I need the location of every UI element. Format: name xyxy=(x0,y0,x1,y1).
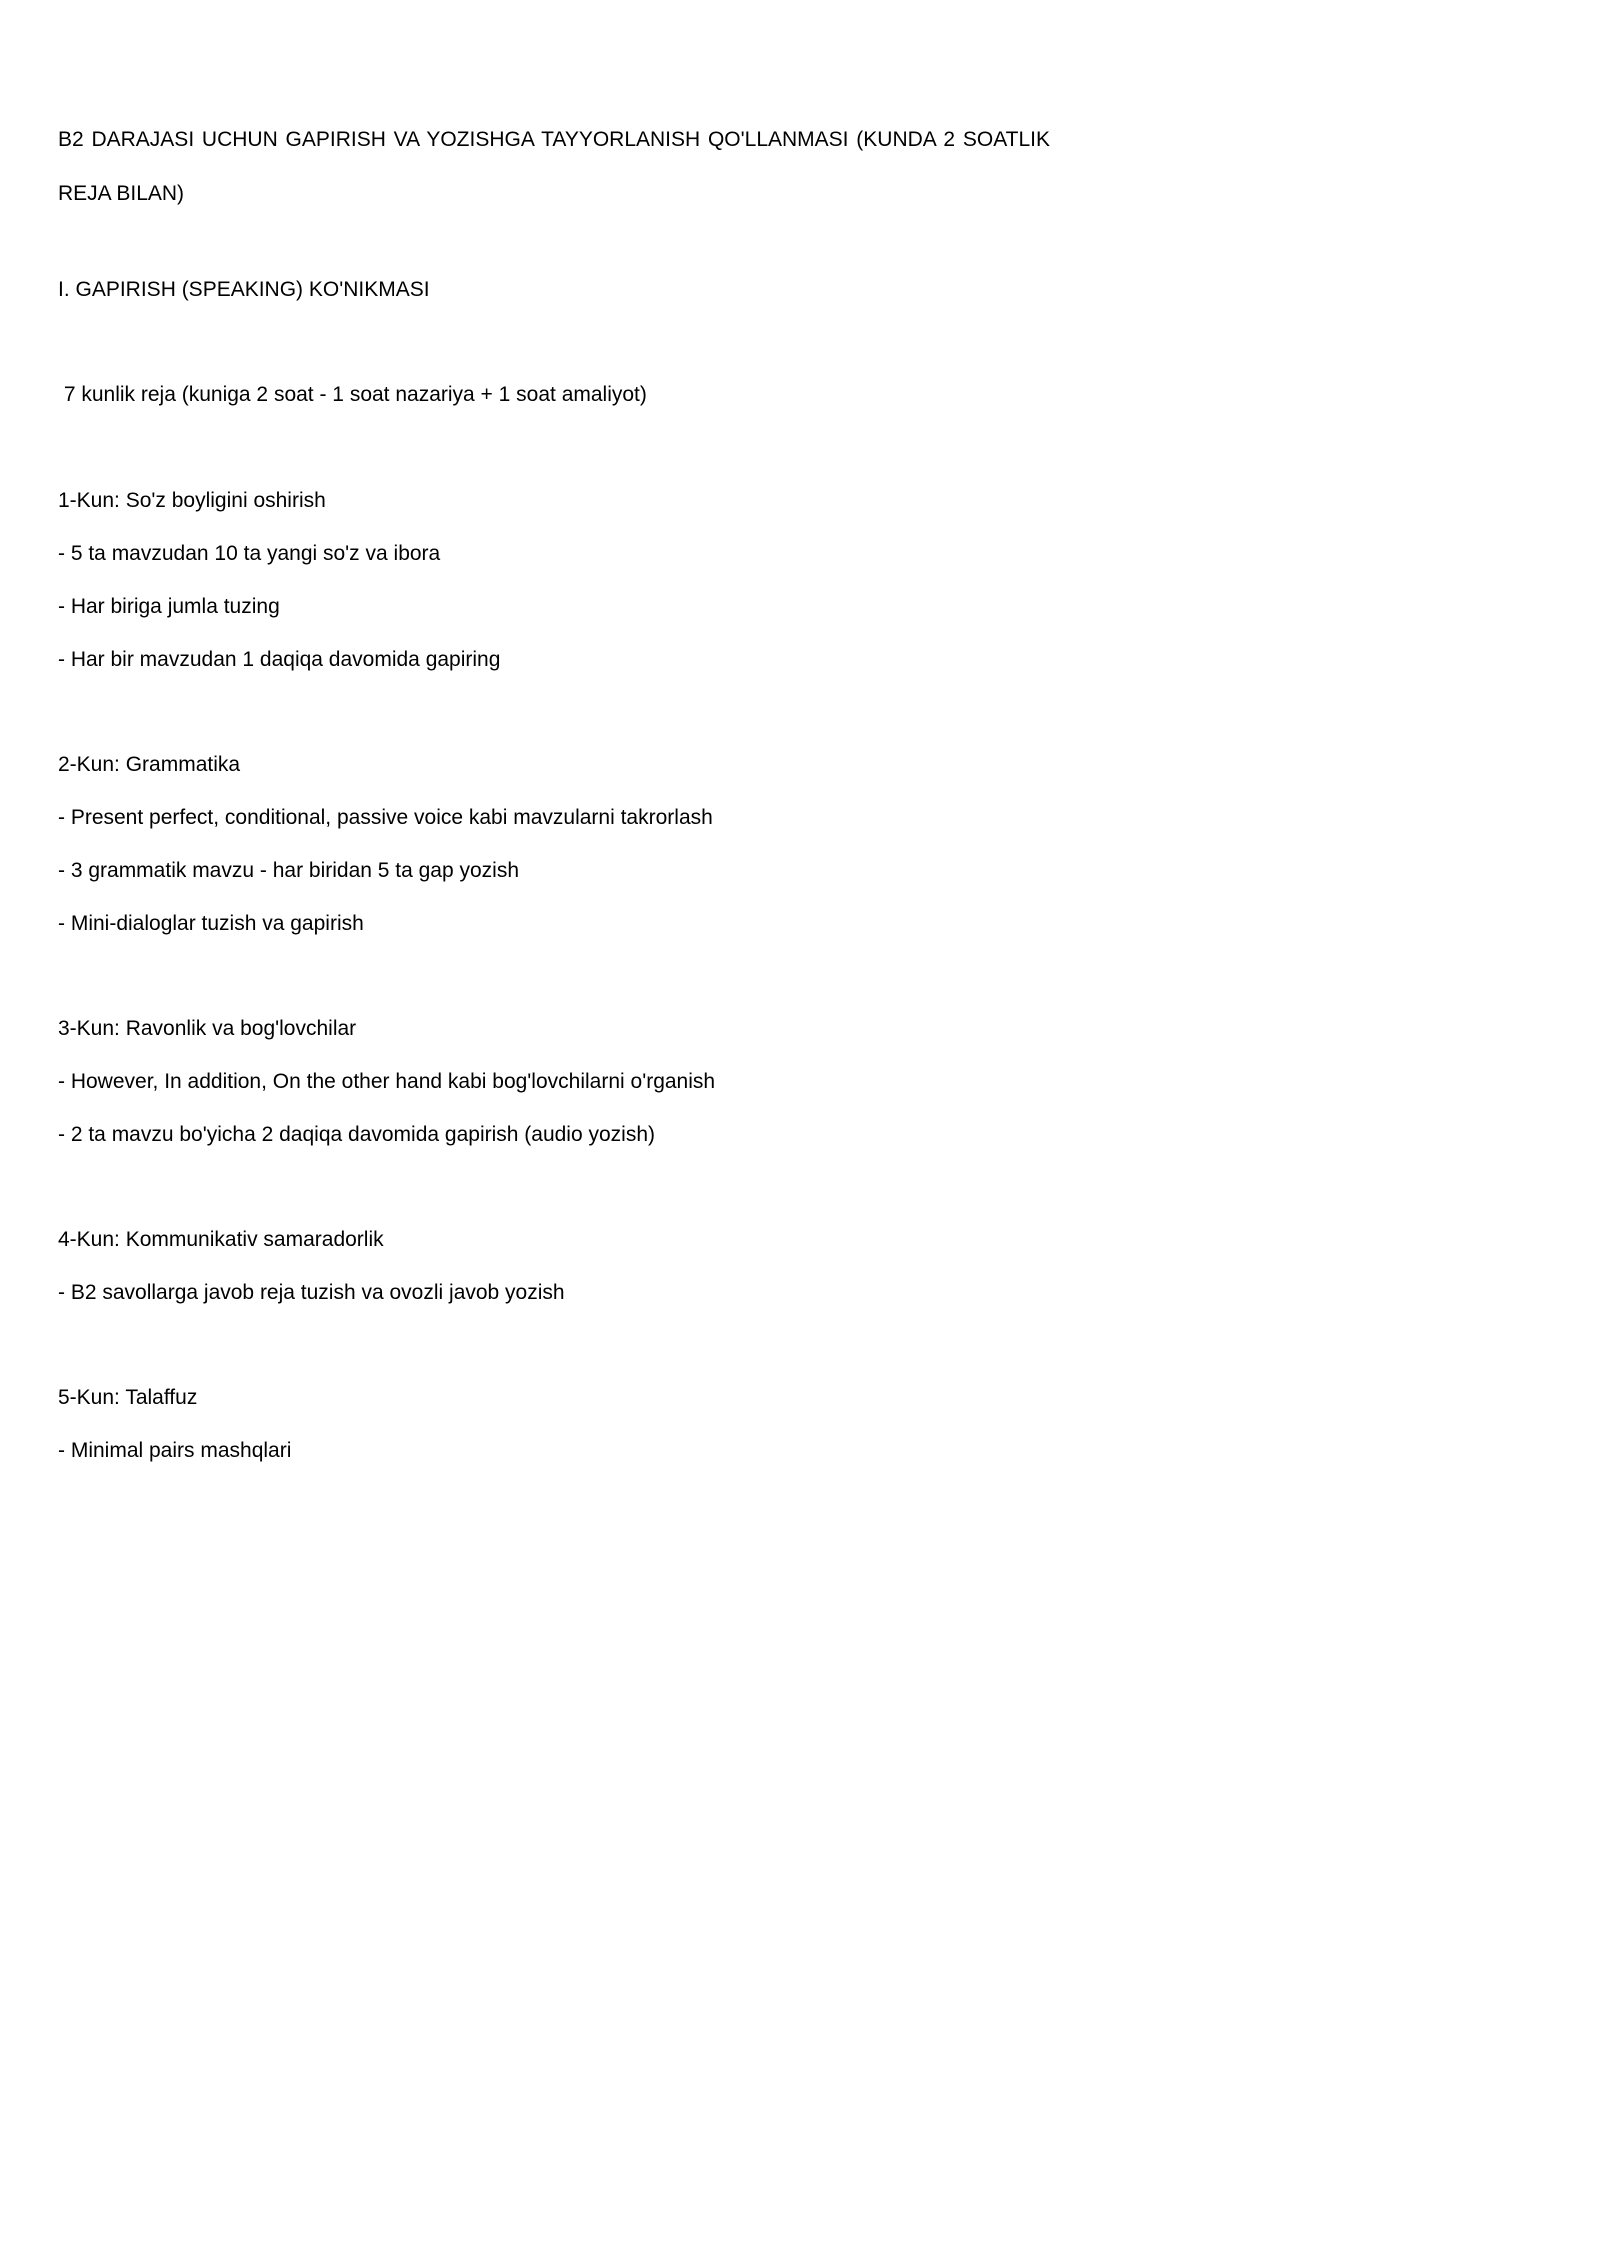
day-3-item-1: - However, In addition, On the other hand kabi bog'lovchilarni o'rganish xyxy=(58,1070,716,1093)
day-2-item-2: - 3 grammatik mavzu - har biridan 5 ta gap yozish xyxy=(58,859,520,882)
day-1-item-1: - 5 ta mavzudan 10 ta yangi so'z va ibora xyxy=(58,542,441,565)
document-page xyxy=(0,0,1100,1556)
day-5-heading: 5-Kun: Talaffuz xyxy=(58,1386,198,1409)
day-4-heading: 4-Kun: Kommunikativ samaradorlik xyxy=(58,1228,384,1251)
day-3-heading: 3-Kun: Ravonlik va bog'lovchilar xyxy=(58,1017,357,1040)
section-heading: I. GAPIRISH (SPEAKING) KO'NIKMASI xyxy=(58,278,430,301)
day-2-item-1: - Present perfect, conditional, passive voice kabi mavzularni takrorlash xyxy=(58,806,713,829)
day-1-heading: 1-Kun: So'z boyligini oshirish xyxy=(58,489,326,512)
document-title: B2 DARAJASI UCHUN GAPIRISH VA YOZISHGA TAYYORLANISH QO'LLANMASI (KUNDA 2 SOATLIK REJA BILAN) xyxy=(58,128,1050,205)
day-4-item-1: - B2 savollarga javob reja tuzish va ovozli javob yozish xyxy=(58,1281,565,1304)
day-1-item-3: - Har bir mavzudan 1 daqiqa davomida gapiring xyxy=(58,648,501,671)
day-3-item-2: - 2 ta mavzu bo'yicha 2 daqiqa davomida gapirish (audio yozish) xyxy=(58,1123,656,1146)
day-2-heading: 2-Kun: Grammatika xyxy=(58,753,241,776)
day-2-item-3: - Mini-dialoglar tuzish va gapirish xyxy=(58,912,364,935)
day-5-item-1: - Minimal pairs mashqlari xyxy=(58,1439,292,1462)
day-1-item-2: - Har biriga jumla tuzing xyxy=(58,595,280,618)
plan-intro: 7 kunlik reja (kuniga 2 soat - 1 soat nazariya + 1 soat amaliyot) xyxy=(58,383,647,406)
